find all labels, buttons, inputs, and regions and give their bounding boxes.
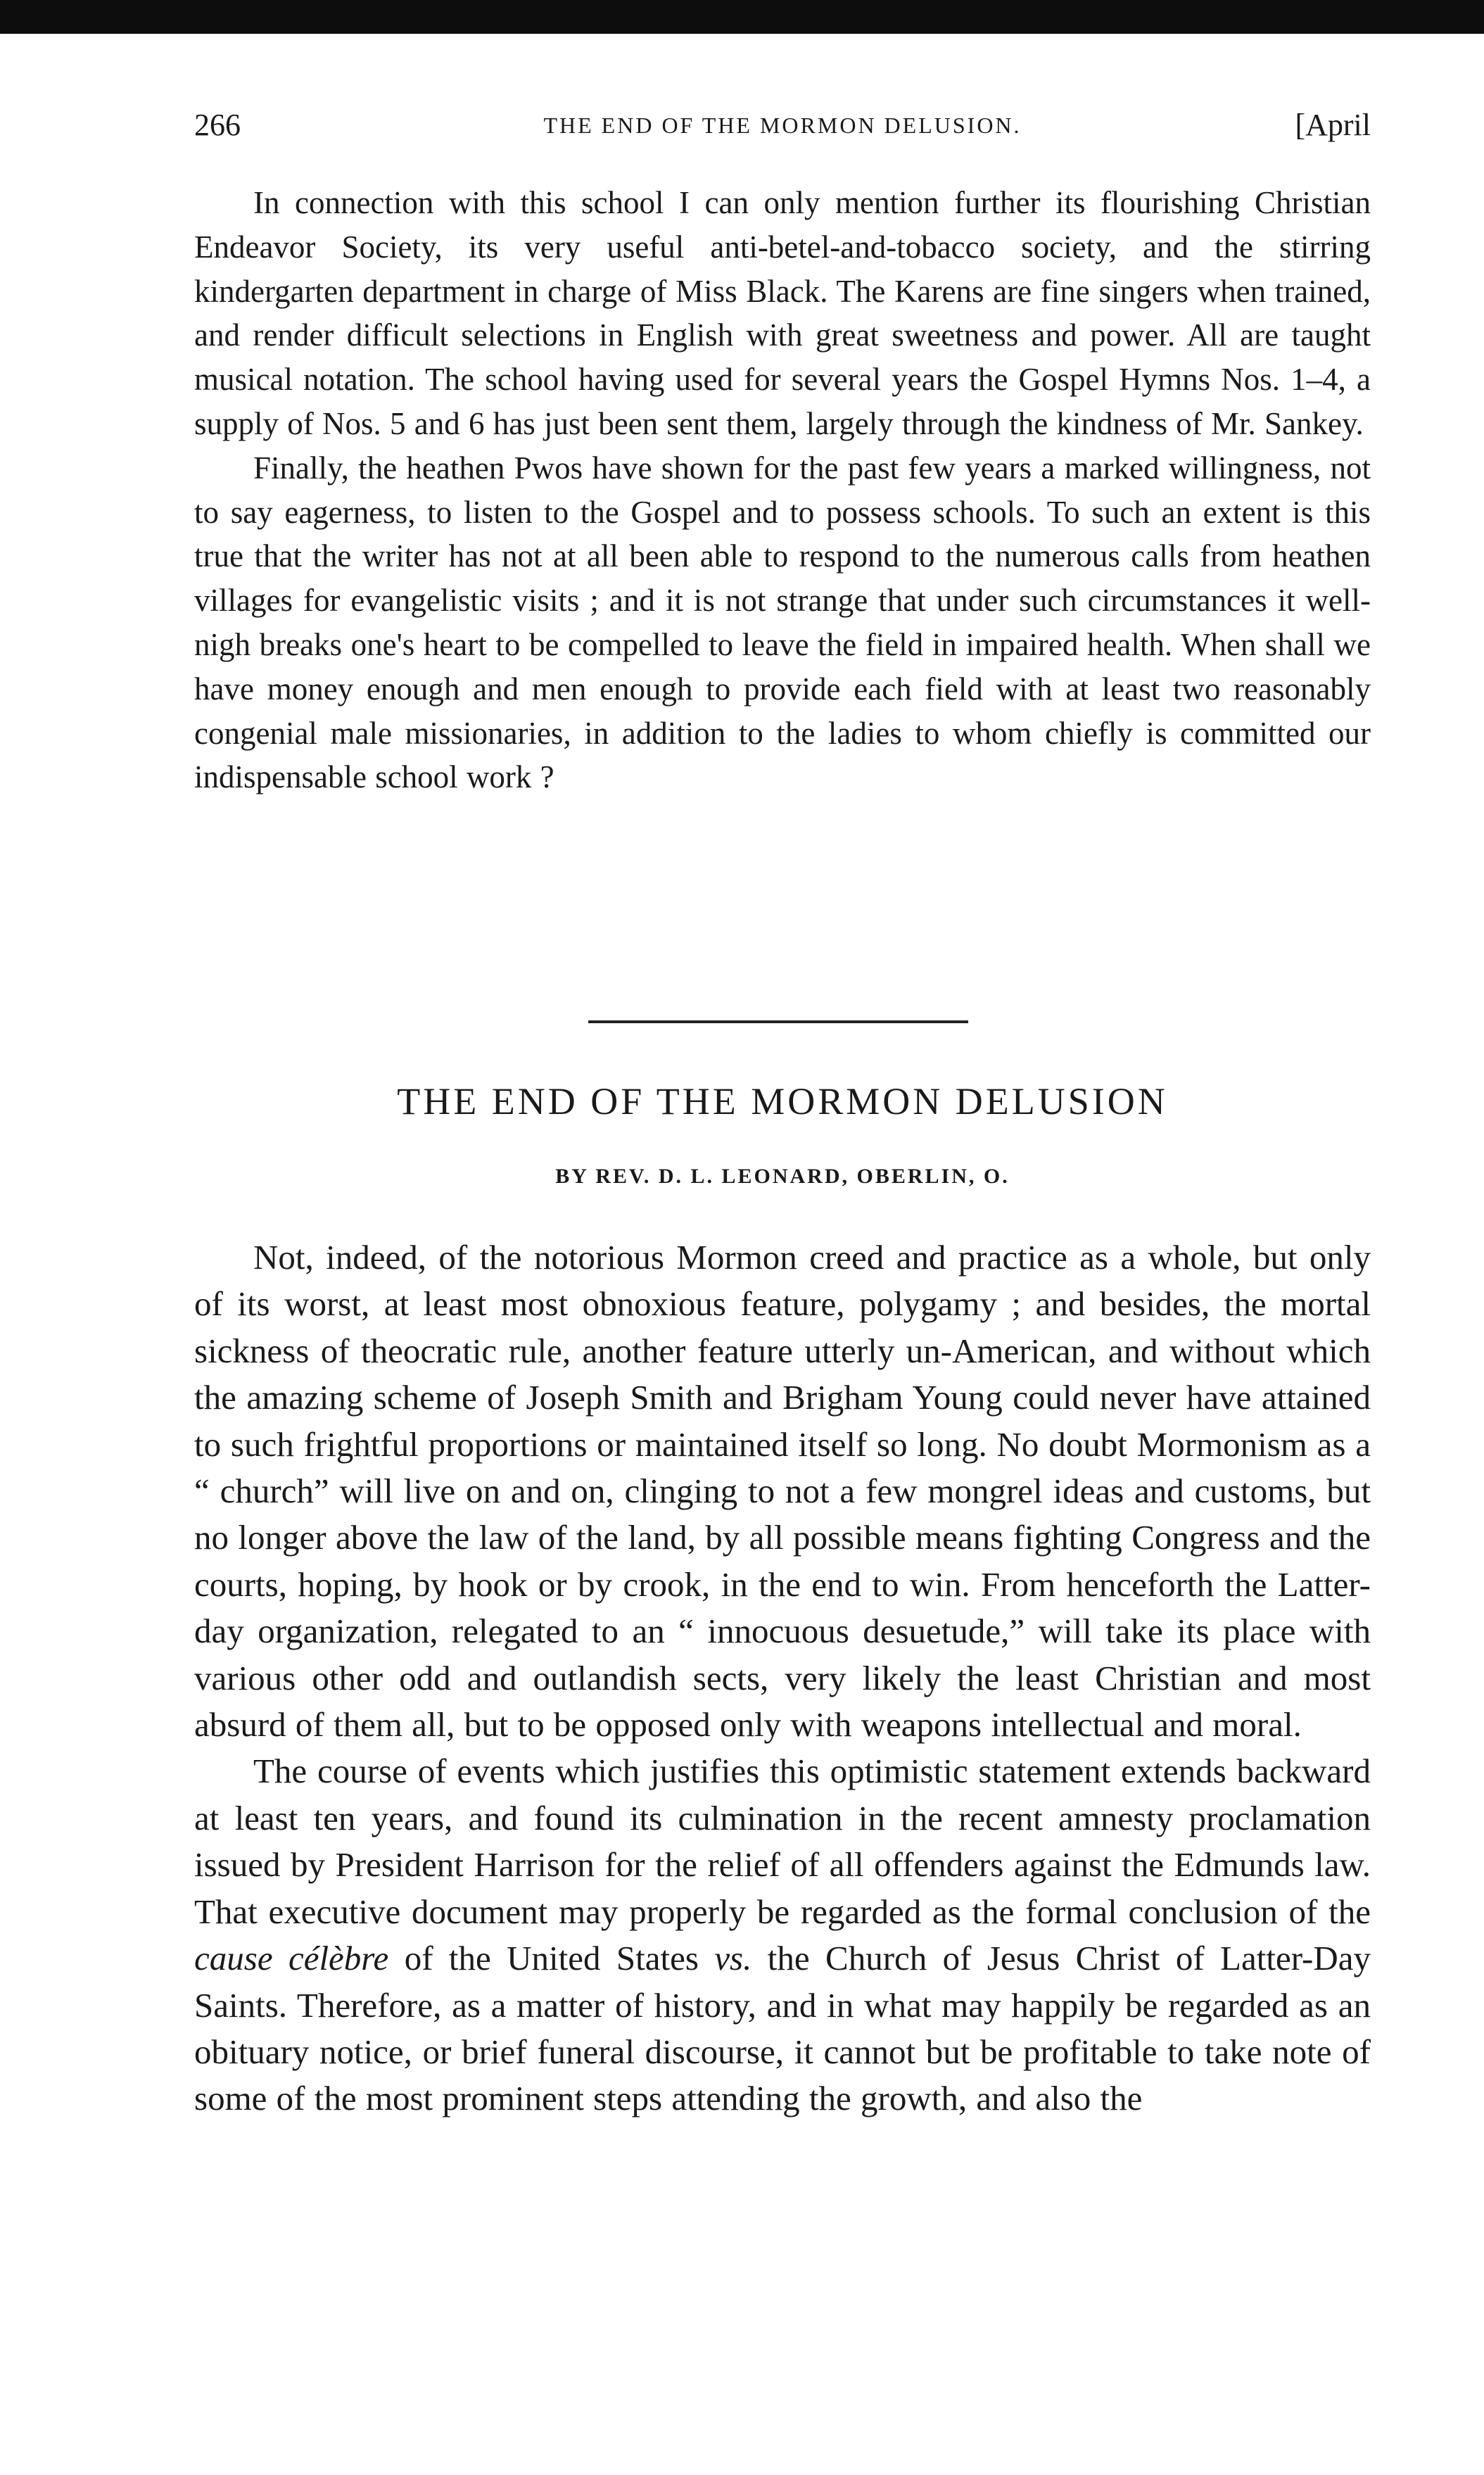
section-divider — [588, 1020, 968, 1023]
paragraph — [194, 1748, 1371, 2122]
text-run: of the United States — [388, 1939, 715, 1978]
article-body — [194, 1234, 1371, 2122]
running-date: [April — [1295, 108, 1371, 142]
scan-top-edge — [0, 0, 1484, 34]
article-title: THE END OF THE MORMON DELUSION — [397, 1080, 1168, 1122]
italic-abbreviation: vs. — [714, 1939, 752, 1978]
running-title: THE END OF THE MORMON DELUSION. — [543, 113, 1022, 138]
page-number: 266 — [194, 108, 241, 142]
text-run: The course of events which justifies this optimistic statement extends backward at least ten years, and found its culmination in the recent amnesty proclamation issued by President Harrison for the relief of all offenders against the Edmunds law. That executive document may properly be regarded as the formal conclusion of the — [194, 1752, 1371, 1931]
running-head — [194, 104, 1371, 146]
text-run: the Church of Jesus Christ of Latter-Day Saints. Therefore, as a matter of history, and in what may happily be regarded as an obituary notice, or brief funeral discourse, it cannot but be profitable to take note of some of the most prominent steps attending the growth, and also the — [194, 1939, 1371, 2118]
paragraph: Not, indeed, of the notorious Mormon creed and practice as a whole, but only of its worst, at least most obnoxious feature, polygamy ; and besides, the mortal sickness of theocratic rule, another feature utterly un-American, and without which the amazing scheme of Joseph Smith and Brigham Young could never have attained to such frightful proportions or maintained itself so long. No doubt Mormonism as a “ church” will live on and on, clinging to not a few mongrel ideas and customs, but no longer above the law of the land, by all possible means fighting Congress and the courts, hoping, by hook or by crook, in the end to win. From henceforth the Latter-day organization, relegated to an “ innocuous desuetude,” will take its place with various other odd and outlandish sects, very likely the least Christian and most absurd of them all, but to be opposed only with weapons intellectual and moral. — [194, 1238, 1371, 1745]
paragraph: Finally, the heathen Pwos have shown for the past few years a marked willingness, not to say eagerness, to listen to the Gospel and to possess schools. To such an extent is this true that the writer has not at all been able to respond to the numerous calls from heathen villages for evangelistic visits ; and it is not strange that under such circumstances it well-nigh breaks one's heart to be compelled to leave the field in impaired health. When shall we have money enough and men enough to provide each field with at least two reasonably congenial male missionaries, in addition to the ladies to whom chiefly is committed our indispensable school work ? — [194, 450, 1371, 795]
paragraph: In connection with this school I can only mention further its flourishing Christian Endeavor Society, its very useful anti-betel-and-tobacco society, and the stirring kindergarten department in charge of Miss Black. The Karens are fine singers when trained, and render difficult selections in English with great sweetness and power. All are taught musical notation. The school having used for several years the Gospel Hymns Nos. 1–4, a supply of Nos. 5 and 6 has just been sent them, largely through the kindness of Mr. Sankey. — [194, 185, 1371, 441]
previous-article-text — [194, 181, 1371, 799]
italic-phrase: cause célèbre — [194, 1939, 389, 1978]
byline: BY REV. D. L. LEONARD, OBERLIN, O. — [555, 1165, 1010, 1188]
